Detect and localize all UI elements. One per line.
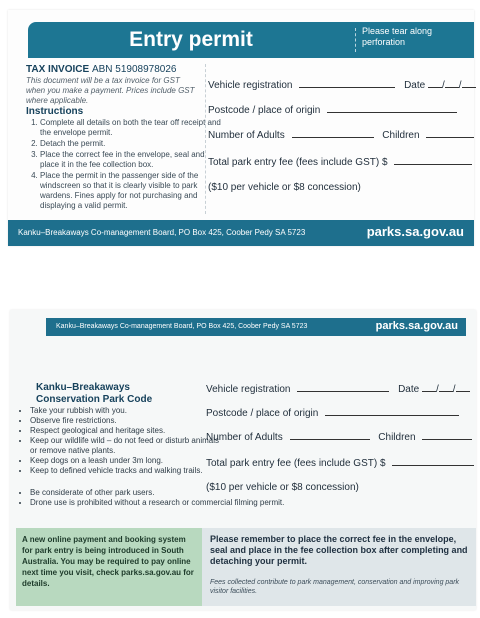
list-item: • Be considerate of other park users.: [30, 488, 330, 498]
column-divider: [205, 64, 206, 214]
reminder-text: Please remember to place the correct fee in the envelope, seal and place in the fee collection box after completing and detaching your permit.: [210, 534, 468, 566]
permit-title: Entry permit: [129, 28, 253, 51]
vehicle-registration-row: Vehicle registration Date / /: [208, 78, 476, 91]
list-item: • Observe fire restrictions.: [30, 416, 220, 426]
header-org: Kanku–Breakaways Co-management Board, PO Box 425, Coober Pedy SA 5723: [56, 323, 308, 330]
fee-note: ($10 per vehicle or $8 concession): [206, 482, 359, 493]
list-item: • Drone use is prohibited without a research or commercial filming permit.: [30, 498, 330, 508]
postcode-field[interactable]: [325, 406, 459, 416]
children-field[interactable]: [426, 128, 474, 138]
park-code-list: [18, 406, 220, 476]
footer-url: parks.sa.gov.au: [366, 224, 464, 239]
adults-row: [206, 430, 472, 443]
date-label: Date: [398, 384, 420, 395]
postcode-field[interactable]: [327, 103, 457, 113]
permit-header: [28, 22, 474, 58]
instructions-heading: Instructions: [26, 106, 84, 117]
park-code-heading-line2: Conservation Park Code: [36, 394, 153, 405]
date-label: Date: [404, 80, 426, 91]
instruction-item: 2. Detach the permit.: [40, 139, 222, 149]
date-day-field[interactable]: [422, 382, 436, 392]
vehicle-registration-field[interactable]: [297, 382, 389, 392]
vehicle-registration-label: Vehicle registration: [208, 80, 293, 91]
fee-field[interactable]: [394, 155, 472, 165]
list-item: • Keep our wildlife wild – do not feed or disturb animals or remove native plants.: [30, 436, 220, 456]
instruction-item: 3. Place the correct fee in the envelope, seal and place it in the fee collection box.: [40, 150, 222, 170]
abn: ABN 51908978026: [91, 64, 177, 75]
postcode-row: [206, 406, 459, 419]
fee-row: [206, 456, 474, 469]
list-item: • Respect geological and heritage sites.: [30, 426, 220, 436]
list-item: • Take your rubbish with you.: [30, 406, 220, 416]
date-year-field[interactable]: [462, 78, 476, 88]
header-url: parks.sa.gov.au: [375, 320, 458, 332]
footer-org: Kanku–Breakaways Co-management Board, PO Box 425, Coober Pedy SA 5723: [18, 228, 306, 237]
reminder-box: [202, 528, 476, 606]
instruction-item: 1. Complete all details on both the tear off receipt and the envelope permit.: [40, 118, 222, 138]
perforation-divider: [355, 28, 356, 52]
adults-row: [208, 128, 474, 141]
postcode-row: [208, 103, 457, 116]
adults-field[interactable]: [290, 430, 370, 440]
list-item: • Keep to defined vehicle tracks and walking trails.: [30, 466, 220, 476]
adults-field[interactable]: [292, 128, 374, 138]
online-payment-box: [16, 528, 202, 606]
fees-note: Fees collected contribute to park management, conservation and improving park visitor facilities.: [210, 579, 460, 595]
date-day-field[interactable]: [428, 78, 442, 88]
fee-label: Total park entry fee (fees include GST) $: [208, 157, 388, 168]
permit-footer: [8, 220, 474, 246]
date-month-field[interactable]: [445, 78, 459, 88]
children-field[interactable]: [422, 430, 472, 440]
children-label: Children: [382, 130, 420, 141]
vehicle-registration-label: Vehicle registration: [206, 384, 291, 395]
instruction-item: 4. Place the permit in the passenger side of the windscreen so that it is clearly visible to park wardens. Fines apply for not purchasing and displaying a valid permit.: [40, 171, 222, 211]
fee-row: [208, 155, 472, 168]
vehicle-registration-field[interactable]: [299, 78, 395, 88]
park-code-heading: [36, 382, 152, 406]
fee-field[interactable]: [392, 456, 474, 466]
tax-invoice: [26, 64, 176, 75]
vehicle-registration-row: Vehicle registration Date / /: [206, 382, 470, 395]
fee-note: ($10 per vehicle or $8 concession): [208, 182, 361, 193]
online-payment-note: A new online payment and booking system for park entry is being introduced in South Australia. You may be required to pay online next time you visit, check parks.sa.gov.au for details.: [22, 535, 194, 588]
date-year-field[interactable]: [456, 382, 470, 392]
tax-note: This document will be a tax invoice for GST when you make a payment. Prices include GST where applicable.: [26, 76, 195, 105]
tear-note: Please tear along perforation: [362, 26, 433, 47]
adults-label: Number of Adults: [208, 130, 285, 141]
instructions-list: [26, 118, 222, 212]
postcode-label: Postcode / place of origin: [208, 105, 321, 116]
receipt-header: [46, 318, 466, 336]
postcode-label: Postcode / place of origin: [206, 408, 319, 419]
fee-label: Total park entry fee (fees include GST) $: [206, 458, 386, 469]
entry-permit-card: [8, 10, 474, 246]
receipt-card: [10, 310, 476, 610]
tax-invoice-label: TAX INVOICE: [26, 64, 90, 75]
adults-label: Number of Adults: [206, 432, 283, 443]
list-item: • Keep dogs on a leash under 3m long.: [30, 456, 220, 466]
date-month-field[interactable]: [439, 382, 453, 392]
park-code-heading-line1: Kanku–Breakaways: [36, 382, 130, 393]
children-label: Children: [378, 432, 416, 443]
